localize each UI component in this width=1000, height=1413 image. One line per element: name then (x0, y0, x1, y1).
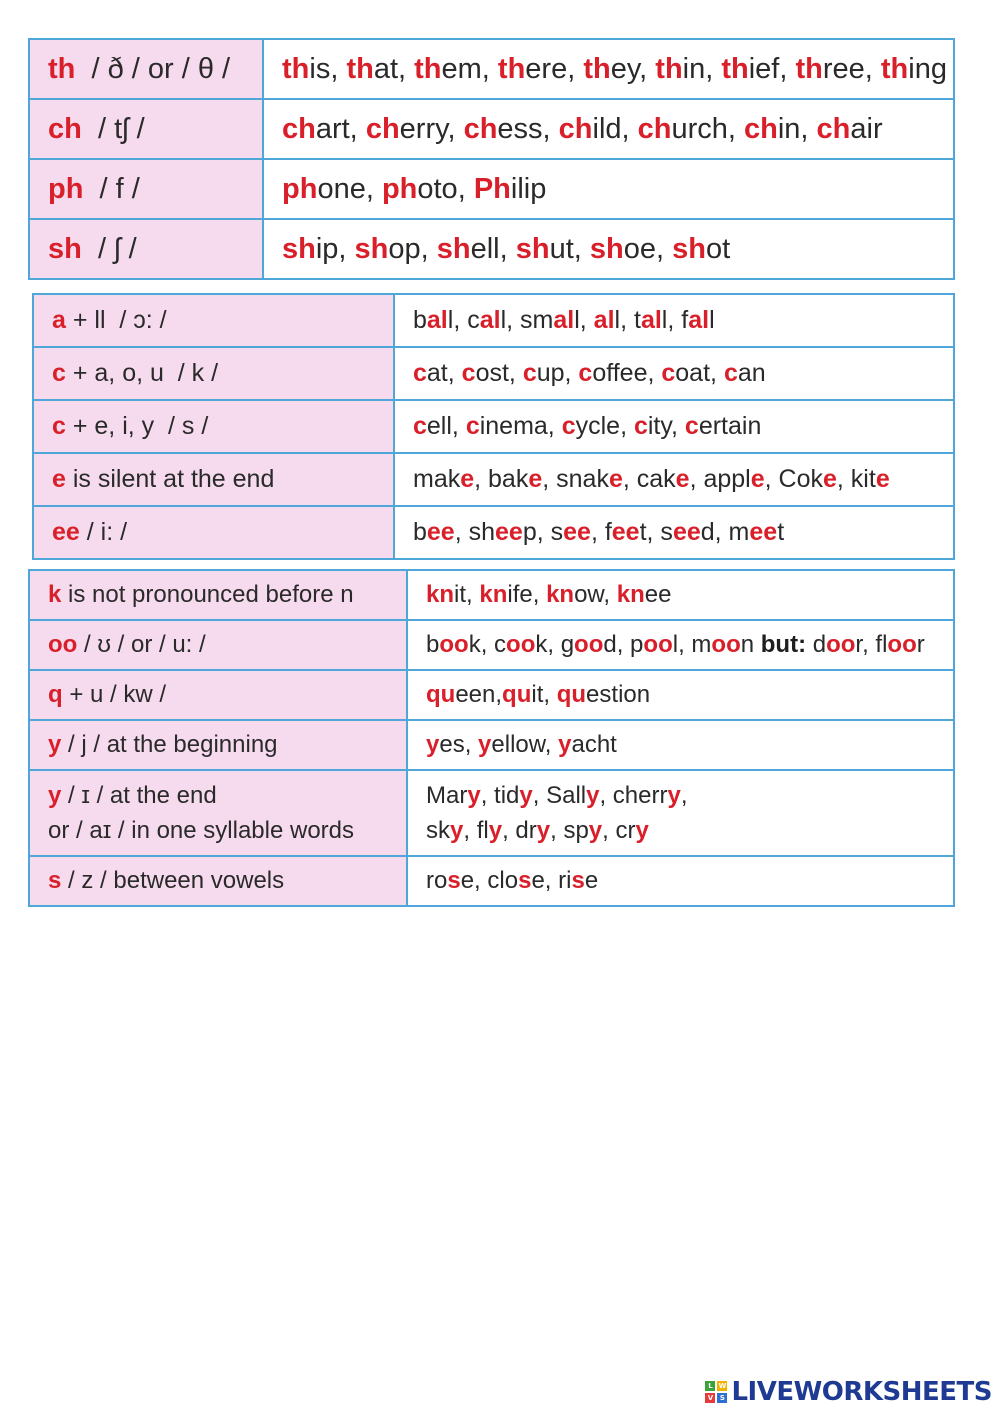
text-segment: e, clo (460, 867, 519, 894)
text-segment: air (850, 112, 883, 145)
highlight-letters: s (518, 867, 532, 894)
highlight-letters: ee (563, 518, 591, 546)
text-segment: b (426, 631, 440, 658)
rule-cell (33, 294, 394, 347)
rule-cell (29, 720, 407, 770)
text-segment: is, (309, 52, 347, 85)
highlight-letters: e (875, 465, 890, 493)
text-segment: ow, (574, 581, 617, 608)
rule-cell (29, 219, 263, 279)
rule-cell (29, 99, 263, 159)
logo-text: LIVEWORKSHEETS (731, 1377, 992, 1407)
text-segment: acht (571, 731, 617, 758)
text-segment: ell, (426, 412, 466, 440)
highlight-letters: y (519, 782, 533, 809)
text-segment: at, (426, 359, 462, 387)
text-segment: + ll / ɔ: / (65, 306, 167, 334)
text-segment: l, t (614, 306, 641, 334)
highlight-letters: sh (436, 232, 471, 265)
table-row (29, 720, 954, 770)
highlight-letters: sh (354, 232, 389, 265)
highlight-letters: ch (816, 112, 851, 145)
text-segment: , bak (474, 465, 529, 493)
highlight-letters: c (661, 359, 676, 387)
rule-cell (33, 506, 394, 559)
table-row (33, 347, 954, 400)
text-segment: ee (644, 581, 672, 608)
highlight-letters: e (52, 465, 66, 493)
highlight-letters: s (447, 867, 461, 894)
text-segment: , tid (480, 782, 520, 809)
example-cell (394, 453, 954, 506)
text-segment: estion (586, 681, 651, 708)
example-cell (263, 99, 954, 159)
text-segment: up, (536, 359, 579, 387)
text-segment: , f (590, 518, 612, 546)
text-segment: is not pronounced before n (61, 581, 354, 608)
text-segment: urch, (671, 112, 745, 145)
rule-cell (29, 570, 407, 620)
highlight-letters: sh (672, 232, 706, 265)
highlight-letters: ch (282, 112, 316, 145)
highlight-letters: th (880, 52, 909, 85)
logo-letter: S (717, 1393, 727, 1403)
text-segment: p, s (522, 518, 564, 546)
highlight-letters: al (593, 306, 615, 334)
text-segment: offee, (592, 359, 662, 387)
rule-cell (29, 856, 407, 906)
example-cell (407, 570, 954, 620)
table-row (33, 506, 954, 559)
highlight-letters: qu (426, 681, 456, 708)
text-segment: , fl (463, 817, 489, 844)
highlight-letters: y (450, 817, 464, 844)
text-segment: l, sm (500, 306, 554, 334)
text-segment: l, (574, 306, 594, 334)
text-segment: , sh (454, 518, 496, 546)
highlight-letters: y (467, 782, 481, 809)
highlight-letters: ch (365, 112, 400, 145)
text-segment: or / aɪ / in one syllable words (48, 817, 355, 844)
text-segment: t (777, 518, 785, 546)
highlight-letters: y (588, 817, 603, 844)
highlight-letters: al (688, 306, 710, 334)
logo-grid-icon (705, 1381, 727, 1403)
text-segment: / ð / or / θ / (75, 52, 231, 85)
highlight-letters: c (578, 359, 593, 387)
rule-cell (29, 39, 263, 99)
highlight-letters: e (460, 465, 475, 493)
text-segment: , cr (602, 817, 636, 844)
highlight-letters: c (461, 359, 476, 387)
text-segment: l (709, 306, 715, 334)
highlight-letters: c (522, 359, 537, 387)
text-segment: art, (315, 112, 366, 145)
text-segment: l, m (672, 631, 712, 658)
text-segment: / i: / (79, 518, 128, 546)
table-row (29, 670, 954, 720)
highlight-letters: y (478, 731, 492, 758)
highlight-letters: ph (48, 172, 84, 205)
highlight-letters: th (282, 52, 310, 85)
table-letter-combinations (32, 293, 955, 560)
table-row (29, 620, 954, 670)
rule-cell (29, 670, 407, 720)
text-segment: ild, (592, 112, 638, 145)
highlight-letters: c (413, 359, 427, 387)
text-segment: b (413, 306, 427, 334)
text-segment: e (584, 867, 599, 894)
text-segment: e, ri (531, 867, 572, 894)
text-segment: in, (682, 52, 722, 85)
rule-cell (33, 400, 394, 453)
rule-cell (29, 770, 407, 856)
highlight-letters: ph (381, 172, 418, 205)
text-segment: erry, (399, 112, 464, 145)
highlight-letters: al (479, 306, 501, 334)
highlight-letters: c (52, 412, 66, 440)
highlight-letters: th (795, 52, 823, 85)
text-segment: em, (441, 52, 498, 85)
text-segment: inema, (479, 412, 562, 440)
rule-cell (33, 453, 394, 506)
rule-cell (29, 159, 263, 219)
highlight-letters: y (667, 782, 681, 809)
text-segment: t, s (639, 518, 673, 546)
text-segment: ertain (698, 412, 762, 440)
text-segment: b (413, 518, 427, 546)
highlight-letters: y (488, 817, 503, 844)
text-segment: ilip (510, 172, 547, 205)
text-segment: in, (777, 112, 817, 145)
highlight-letters: oo (887, 631, 917, 658)
text-segment: , sp (550, 817, 589, 844)
table-row (29, 570, 954, 620)
table-row (29, 856, 954, 906)
table-special-rules (28, 569, 955, 907)
highlight-letters: ee (672, 518, 701, 546)
highlight-letters: qu (502, 681, 532, 708)
table-digraphs (28, 38, 955, 280)
text-segment: ity, (647, 412, 685, 440)
text-segment: ellow, (491, 731, 559, 758)
highlight-letters: c (561, 412, 576, 440)
example-cell (407, 620, 954, 670)
text-segment: ro (426, 867, 448, 894)
highlight-letters: e (528, 465, 543, 493)
table-row (33, 294, 954, 347)
highlight-letters: qu (556, 681, 587, 708)
text-segment: d (806, 631, 827, 658)
text-segment: ut, (549, 232, 590, 265)
rule-cell (33, 347, 394, 400)
text-segment: one, (317, 172, 382, 205)
example-cell (407, 670, 954, 720)
text-segment: , appl (689, 465, 751, 493)
text-segment: r, fl (855, 631, 888, 658)
highlight-letters: c (723, 359, 738, 387)
highlight-letters: ee (426, 518, 455, 546)
highlight-letters: ch (637, 112, 672, 145)
text-segment: , cak (622, 465, 676, 493)
text-segment: / f / (83, 172, 140, 205)
text-segment: d, m (700, 518, 750, 546)
text-segment: + e, i, y / s / (65, 412, 209, 440)
text-segment: ing (908, 52, 947, 85)
example-cell (263, 39, 954, 99)
highlight-letters: th (48, 52, 76, 85)
table-row (29, 159, 954, 219)
text-segment: r (916, 631, 925, 658)
highlight-letters: s (48, 867, 62, 894)
table-row (29, 99, 954, 159)
text-segment: ell, (470, 232, 516, 265)
highlight-letters: a (52, 306, 66, 334)
highlight-letters: th (655, 52, 683, 85)
highlight-letters: oo (506, 631, 536, 658)
logo-letter: W (718, 1382, 727, 1390)
text-segment: d, p (603, 631, 644, 658)
highlight-letters: oo (439, 631, 469, 658)
liveworksheets-logo (705, 1377, 992, 1407)
text-segment: es, (439, 731, 479, 758)
text-segment: + a, o, u / k / (65, 359, 219, 387)
example-cell (263, 159, 954, 219)
text-segment: ife, (507, 581, 547, 608)
rule-cell (29, 620, 407, 670)
text-segment: ess, (497, 112, 559, 145)
highlight-letters: th (346, 52, 374, 85)
highlight-letters: oo (711, 631, 741, 658)
text-segment: een, (455, 681, 503, 708)
example-cell (407, 856, 954, 906)
highlight-letters: y (586, 782, 600, 809)
table-row (29, 219, 954, 279)
table-row (33, 453, 954, 506)
highlight-letters: kn (479, 581, 508, 608)
highlight-letters: ph (282, 172, 318, 205)
highlight-letters: oo (826, 631, 856, 658)
highlight-letters: th (414, 52, 442, 85)
highlight-letters: y (558, 731, 572, 758)
text-segment: it, (531, 681, 557, 708)
example-cell (407, 720, 954, 770)
text-segment: , snak (542, 465, 609, 493)
highlight-letters: e (675, 465, 690, 493)
highlight-letters: y (48, 731, 62, 758)
text-segment: oat, (675, 359, 724, 387)
highlight-letters: k (48, 581, 62, 608)
highlight-letters: y (536, 817, 551, 844)
text-segment: ree, (822, 52, 881, 85)
highlight-letters: ee (52, 518, 80, 546)
highlight-letters: oo (643, 631, 673, 658)
highlight-letters: c (413, 412, 427, 440)
text-segment: n (740, 631, 761, 658)
highlight-letters: th (721, 52, 749, 85)
table-row (33, 400, 954, 453)
text-segment: l, f (661, 306, 689, 334)
text-segment: at, (373, 52, 415, 85)
highlight-letters: sh (589, 232, 624, 265)
text-segment: , Cok (764, 465, 823, 493)
highlight-letters: c (465, 412, 480, 440)
text-segment: but: (760, 631, 807, 658)
highlight-letters: c (52, 359, 66, 387)
highlight-letters: sh (515, 232, 550, 265)
highlight-letters: th (583, 52, 611, 85)
example-cell (394, 347, 954, 400)
text-segment: ot (705, 232, 731, 265)
highlight-letters: kn (616, 581, 645, 608)
text-segment: ip, (315, 232, 355, 265)
highlight-letters: s (571, 867, 585, 894)
example-cell (394, 294, 954, 347)
highlight-letters: kn (426, 581, 455, 608)
text-segment: / ʊ / or / u: / (77, 631, 206, 658)
highlight-letters: ee (749, 518, 778, 546)
text-segment: / ʃ / (81, 232, 137, 265)
highlight-letters: ch (558, 112, 593, 145)
highlight-letters: Ph (473, 172, 511, 205)
highlight-letters: y (635, 817, 649, 844)
text-segment: + u / kw / (62, 681, 167, 708)
highlight-letters: ch (744, 112, 778, 145)
highlight-letters: c (633, 412, 648, 440)
logo-letter: L (705, 1381, 715, 1391)
text-segment: / z / between vowels (61, 867, 285, 894)
highlight-letters: c (684, 412, 699, 440)
example-cell (394, 400, 954, 453)
text-segment: op, (388, 232, 437, 265)
highlight-letters: ch (48, 112, 82, 145)
text-segment: , cherr (599, 782, 668, 809)
highlight-letters: ee (495, 518, 523, 546)
highlight-letters: al (426, 306, 448, 334)
table-row (29, 39, 954, 99)
highlight-letters: y (426, 731, 440, 758)
text-segment: it, (454, 581, 480, 608)
text-segment: oto, (417, 172, 474, 205)
text-segment: , (680, 782, 688, 809)
text-segment: ycle, (575, 412, 634, 440)
highlight-letters: th (497, 52, 526, 85)
text-segment: ost, (475, 359, 523, 387)
highlight-letters: ee (611, 518, 640, 546)
text-segment: mak (413, 465, 461, 493)
highlight-letters: al (640, 306, 662, 334)
text-segment: sk (426, 817, 450, 844)
highlight-letters: sh (282, 232, 316, 265)
text-segment: ey, (610, 52, 656, 85)
highlight-letters: oo (48, 631, 78, 658)
highlight-letters: y (48, 782, 62, 809)
text-segment: l, c (447, 306, 480, 334)
text-segment: ief, (748, 52, 796, 85)
text-segment: ere, (525, 52, 584, 85)
text-segment: , kit (836, 465, 876, 493)
highlight-letters: e (823, 465, 837, 493)
text-segment: k, c (468, 631, 507, 658)
text-segment: an (737, 359, 766, 387)
text-segment: k, g (535, 631, 575, 658)
highlight-letters: oo (574, 631, 604, 658)
highlight-letters: kn (546, 581, 575, 608)
text-segment: / tʃ / (81, 112, 145, 145)
text-segment: / j / at the beginning (61, 731, 278, 758)
example-cell (263, 219, 954, 279)
table-row (29, 770, 954, 856)
example-cell (394, 506, 954, 559)
highlight-letters: ch (463, 112, 498, 145)
text-segment: / ɪ / at the end (61, 782, 217, 809)
highlight-letters: e (608, 465, 623, 493)
text-segment: , dr (502, 817, 537, 844)
highlight-letters: e (750, 465, 765, 493)
text-segment: is silent at the end (65, 465, 275, 493)
example-cell (407, 770, 954, 856)
logo-letter: V (705, 1393, 715, 1403)
highlight-letters: sh (48, 232, 82, 265)
text-segment: Mar (426, 782, 468, 809)
highlight-letters: al (553, 306, 575, 334)
text-segment: oe, (623, 232, 673, 265)
highlight-letters: q (48, 681, 63, 708)
text-segment: , Sall (532, 782, 587, 809)
